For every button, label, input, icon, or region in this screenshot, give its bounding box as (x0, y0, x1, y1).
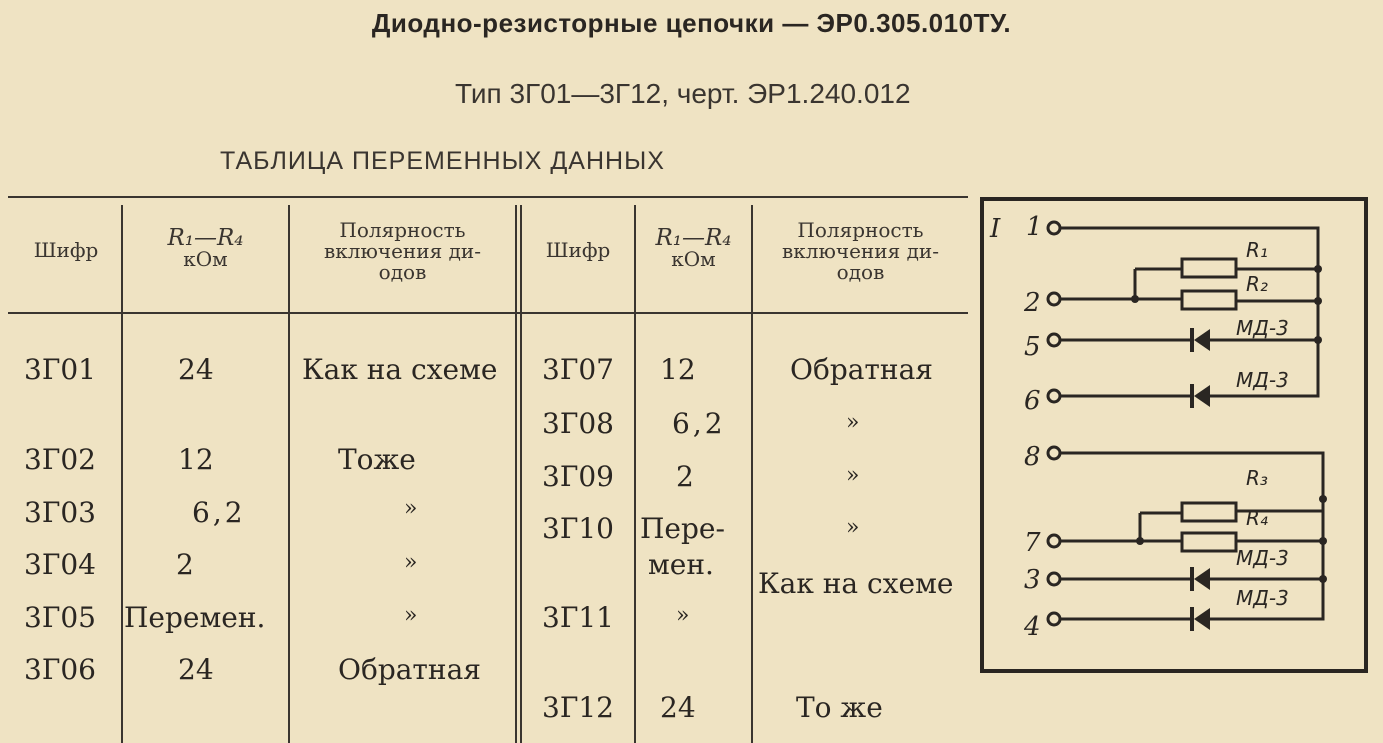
block-label: I (990, 214, 1001, 244)
table-row-3G08-r: 6,2 (672, 407, 726, 440)
header-resistance-unit: кОм (183, 247, 228, 271)
table-row-3G10-code: 3Г10 (542, 512, 614, 545)
table-top-rule (8, 196, 968, 198)
table-row-3G12-code: 3Г12 (542, 691, 614, 724)
diode-symbol (1194, 385, 1210, 407)
junction-dot (1314, 297, 1322, 305)
header-code-right: Шифр (545, 238, 611, 262)
col-divider-3b (520, 205, 522, 743)
table-row-3G01-code: 3Г01 (24, 353, 96, 386)
table-row-3G10-r-cont: мен. (648, 548, 714, 581)
header-polarity-line3: одов (378, 260, 427, 284)
diode-bar (1190, 328, 1194, 352)
diode-label-1: МД-3 (1236, 316, 1289, 340)
table-row-3G12-pol: То же (796, 691, 883, 724)
header-polarity-line2: включения ди- (324, 239, 481, 263)
header-polarity-line3: одов (836, 260, 885, 284)
table-row-3G04-code: 3Г04 (24, 548, 96, 581)
col-divider-2 (288, 205, 290, 743)
pin-label-2: 2 (1024, 288, 1041, 318)
document-subtitle: Тип 3Г01—3Г12, черт. ЭР1.240.012 (455, 78, 911, 109)
diode-label-4: МД-3 (1236, 586, 1289, 610)
table-row-3G03-r: 6,2 (192, 496, 246, 529)
table-row-3G11-pol: Как на схеме (758, 567, 954, 600)
table-row-3G09-r: 2 (676, 460, 694, 493)
header-code-left: Шифр (33, 238, 99, 262)
table-row-3G06-code: 3Г06 (24, 653, 96, 686)
table-row-3G11-r: » (676, 603, 690, 628)
table-row-3G06-r: 24 (178, 653, 214, 686)
table-row-3G04-r: 2 (176, 548, 194, 581)
table-row-3G10-pol: » (846, 515, 860, 540)
pin-label-1: 1 (1026, 212, 1043, 242)
diode-bar (1190, 567, 1194, 591)
col-divider-4 (634, 205, 636, 743)
pin-label-4: 4 (1024, 612, 1041, 642)
table-row-3G07-r: 12 (660, 353, 696, 386)
table-row-3G09-code: 3Г09 (542, 460, 614, 493)
pin-label-7: 7 (1024, 528, 1041, 558)
table-row-3G02-code: 3Г02 (24, 443, 96, 476)
junction-dot (1314, 265, 1322, 273)
junction-dot (1314, 336, 1322, 344)
table-header-rule (8, 312, 968, 314)
table-row-3G07-pol: Обратная (790, 353, 933, 386)
junction-dot (1319, 537, 1327, 545)
table-row-3G01-pol: Как на схеме (302, 353, 498, 386)
col-divider-5 (751, 205, 753, 743)
resistor-label-r3: R₃ (1246, 466, 1268, 490)
pin-label-3: 3 (1024, 565, 1041, 595)
junction-dot (1319, 575, 1327, 583)
table-row-3G05-pol: » (404, 603, 418, 628)
header-resistance-unit: кОм (671, 247, 716, 271)
table-row-3G03-code: 3Г03 (24, 496, 96, 529)
pin-label-5: 5 (1024, 332, 1041, 362)
table-row-3G03-pol: » (404, 496, 418, 521)
diode-bar (1190, 384, 1194, 408)
junction-dot (1131, 295, 1139, 303)
resistor-label-r2: R₂ (1246, 272, 1268, 296)
table-row-3G01-r: 24 (178, 353, 214, 386)
table-row-3G08-pol: » (846, 410, 860, 435)
diode-label-3: МД-3 (1236, 546, 1289, 570)
header-polarity-line2: включения ди- (782, 239, 939, 263)
table-row-3G11-code: 3Г11 (542, 601, 614, 634)
pin-label-8: 8 (1024, 442, 1041, 472)
document-title: Диодно-резисторные цепочки — ЭР0.305.010ТУ. (371, 8, 1012, 38)
diode-symbol (1194, 329, 1210, 351)
junction-dot (1319, 495, 1327, 503)
header-resistance-symbol: R₁—R₄ (167, 225, 244, 251)
table-row-3G06-pol: Обратная (338, 653, 481, 686)
pin-label-6: 6 (1024, 386, 1041, 416)
header-polarity-line1: Полярность (339, 218, 466, 242)
table-row-3G05-code: 3Г05 (24, 601, 96, 634)
header-polarity-right (753, 220, 968, 283)
diode-symbol (1194, 608, 1210, 630)
header-resistance-right (636, 225, 751, 271)
table-row-3G02-r: 12 (178, 443, 214, 476)
table-row-3G02-pol: Тоже (338, 443, 416, 476)
junction-dot (1136, 537, 1144, 545)
diode-symbol (1194, 568, 1210, 590)
diode-bar (1190, 607, 1194, 631)
table-row-3G04-pol: » (404, 550, 418, 575)
table-row-3G08-code: 3Г08 (542, 407, 614, 440)
table-title: ТАБЛИЦА ПЕРЕМЕННЫХ ДАННЫХ (220, 147, 665, 175)
resistor-label-r4: R₄ (1246, 506, 1268, 530)
header-resistance-symbol: R₁—R₄ (655, 225, 732, 251)
table-row-3G12-r: 24 (660, 691, 696, 724)
resistor-label-r1: R₁ (1246, 238, 1268, 262)
col-divider-1 (121, 205, 123, 743)
table-row-3G09-pol: » (846, 463, 860, 488)
header-polarity-left (290, 220, 515, 283)
table-row-3G05-r: Перемен. (124, 601, 266, 634)
col-divider-3a (515, 205, 517, 743)
header-resistance-left (123, 225, 288, 271)
circuit-schematic (978, 195, 1370, 675)
header-polarity-line1: Полярность (797, 218, 924, 242)
table-row-3G07-code: 3Г07 (542, 353, 614, 386)
table-row-3G10-r: Пере- (640, 512, 725, 545)
diode-label-2: МД-3 (1236, 368, 1289, 392)
